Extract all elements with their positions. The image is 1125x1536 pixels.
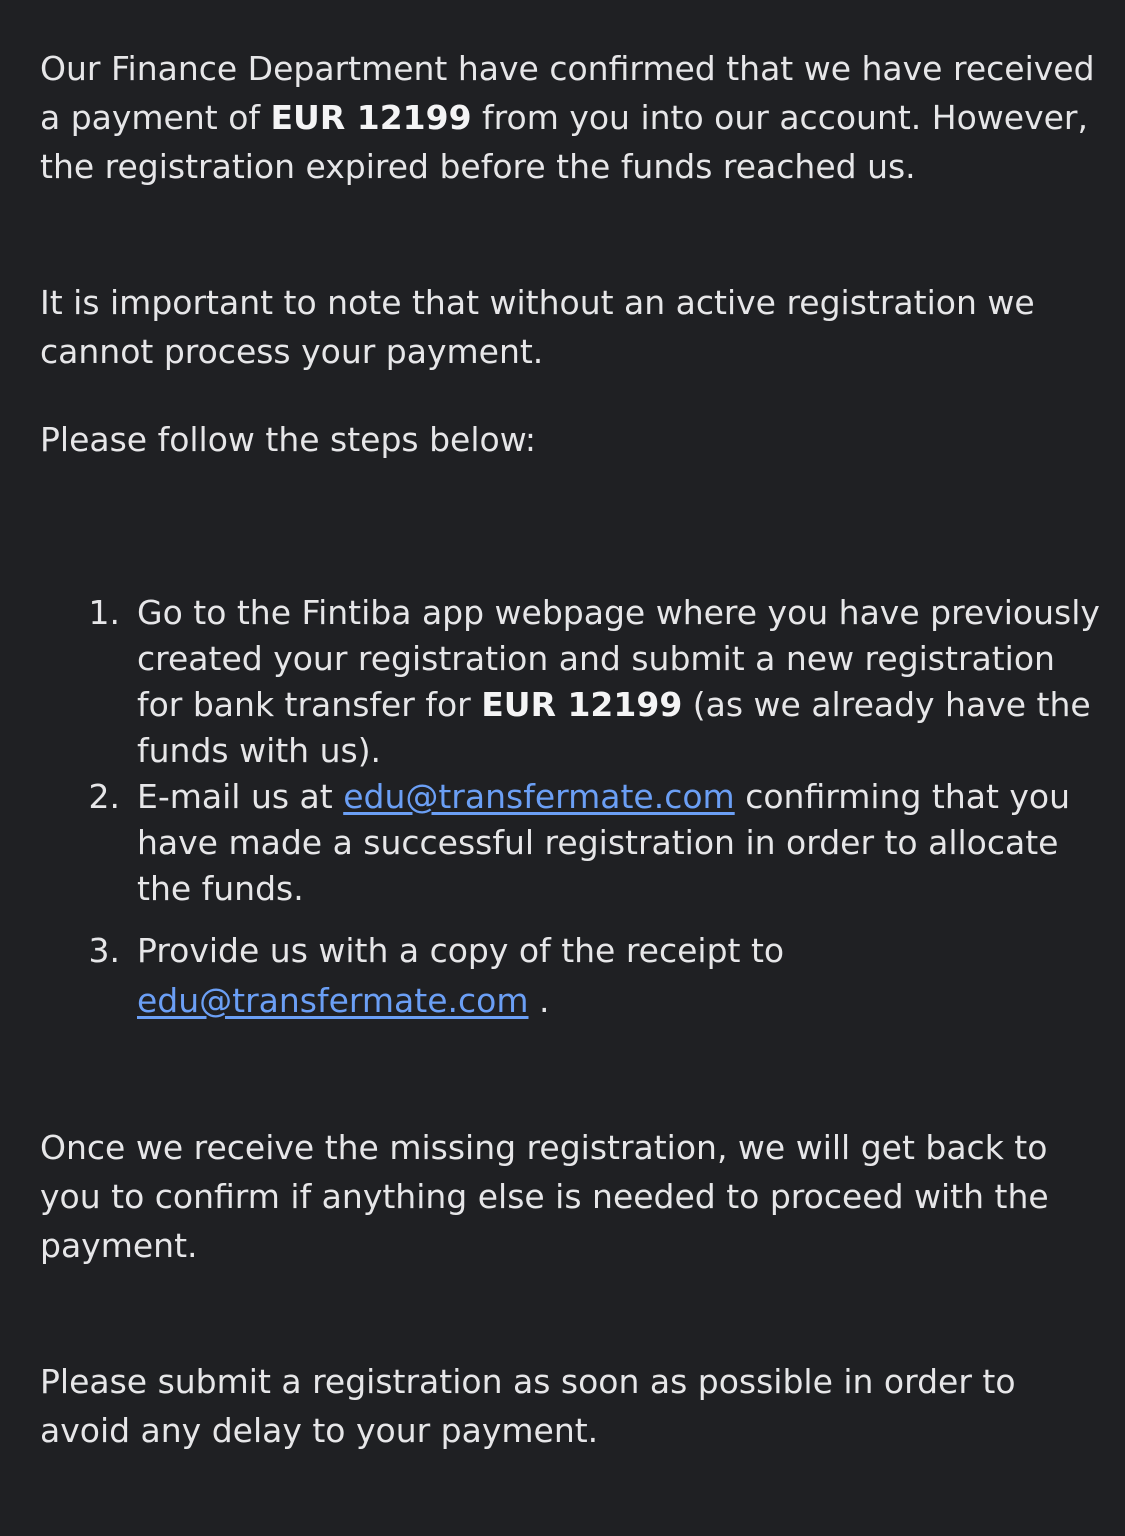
paragraph-follow-up: Once we receive the missing registration, we will get back to you to confirm if anything else is needed to proceed with the payment. xyxy=(40,1128,1049,1265)
step-number: 2. xyxy=(88,777,120,816)
step-text: confirming that you have made a successful registration in order to allocate the funds. xyxy=(137,777,1071,908)
paragraph-payment-received xyxy=(40,44,1100,191)
step-text: E-mail us at xyxy=(137,777,344,816)
step-text: Provide us with a copy of the receipt to xyxy=(137,931,785,970)
email-link[interactable]: edu@transfermate.com xyxy=(137,981,529,1020)
step-text: Go to the Fintiba app webpage where you have previously created your registration and submit a new registration for bank transfer for xyxy=(137,593,1100,724)
payment-amount: EUR 12199 xyxy=(481,685,683,724)
step-text: (as we already have the funds with us). xyxy=(137,685,1091,770)
paragraph-text: Our Finance Department have confirmed that we have received a payment of xyxy=(40,49,1095,137)
step-number: 3. xyxy=(88,931,120,970)
steps-list xyxy=(40,590,1100,1026)
email-link[interactable]: edu@transfermate.com xyxy=(343,777,735,816)
step-item-3 xyxy=(40,926,1100,1026)
step-item-2 xyxy=(40,774,1100,912)
step-text: . xyxy=(528,981,550,1020)
step-number: 1. xyxy=(88,593,120,632)
paragraph-important-note: It is important to note that without an active registration we cannot process your payment. xyxy=(40,283,1035,371)
payment-amount: EUR 12199 xyxy=(270,98,472,137)
paragraph-steps-intro: Please follow the steps below: xyxy=(40,420,537,459)
paragraph-closing: Please submit a registration as soon as possible in order to avoid any delay to your payment. xyxy=(40,1362,1016,1450)
step-item-1 xyxy=(40,590,1100,774)
paragraph-text: from you into our account. However, the registration expired before the funds reached us. xyxy=(40,98,1088,186)
